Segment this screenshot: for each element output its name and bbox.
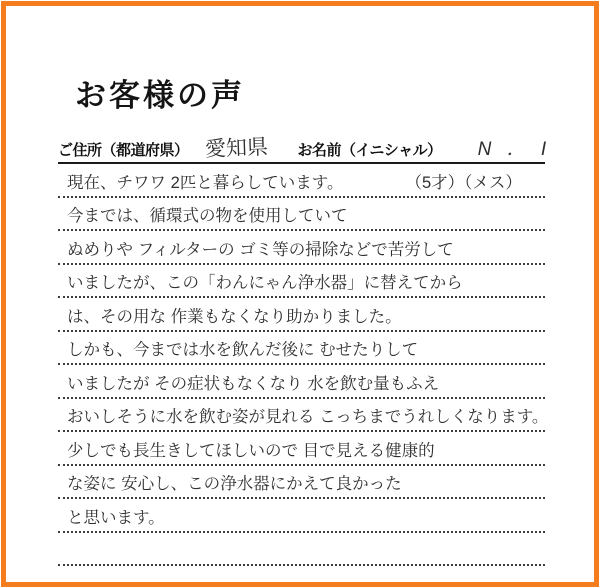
testimonial-line-text: 今までは、循環式の物を使用していて bbox=[67, 207, 348, 226]
testimonial-line-text: ぬめりや フィルターの ゴミ等の掃除などで苦労して bbox=[67, 240, 454, 259]
testimonial-line bbox=[58, 399, 549, 433]
testimonial-line-text: と思います。 bbox=[67, 508, 165, 527]
testimonial-body bbox=[58, 164, 549, 566]
respondent-info-row bbox=[58, 132, 552, 164]
frame bbox=[1, 1, 599, 587]
address-value: 愛知県 bbox=[204, 135, 268, 162]
age-sex-note: （5才）（メス） bbox=[405, 173, 522, 192]
testimonial-line bbox=[58, 332, 545, 366]
testimonial-line bbox=[58, 265, 545, 299]
name-value: N ． I bbox=[477, 139, 552, 160]
testimonial-line-text: おいしそうに水を飲む姿が見れる こっちまでうれしくなります。 bbox=[67, 408, 549, 427]
testimonial-line-text: いましたが、この「わんにゃん浄水器」に替えてから bbox=[67, 274, 463, 293]
testimonial-line bbox=[58, 198, 545, 232]
testimonial-line-text: 少しでも長生きしてほしいので 目で見える健康的 bbox=[67, 441, 435, 460]
testimonial-line bbox=[58, 365, 545, 399]
testimonial-line bbox=[58, 231, 545, 265]
testimonial-line-empty bbox=[58, 533, 545, 567]
address-label: ご住所（都道府県） bbox=[58, 142, 189, 159]
testimonial-line-text: な姿に 安心し、この浄水器にかえて良かった bbox=[67, 475, 402, 494]
testimonial-line-text: 現在、チワワ 2匹と暮らしています。 bbox=[67, 173, 344, 192]
testimonial-line bbox=[58, 298, 545, 332]
feedback-sheet bbox=[6, 6, 594, 582]
testimonial-line-text: は、その用な 作業もなくなり助かりました。 bbox=[67, 307, 402, 326]
page-title: お客様の声 bbox=[75, 78, 245, 113]
testimonial-line-text: いましたが その症状もなくなり 水を飲む量もふえ bbox=[67, 374, 440, 393]
testimonial-line-text: しかも、今までは水を飲んだ後に むせたりして bbox=[67, 341, 419, 360]
testimonial-line bbox=[58, 499, 545, 533]
testimonial-line bbox=[58, 432, 545, 466]
testimonial-line bbox=[58, 466, 545, 500]
testimonial-line bbox=[58, 164, 545, 198]
name-label: お名前（イニシャル） bbox=[297, 142, 442, 159]
